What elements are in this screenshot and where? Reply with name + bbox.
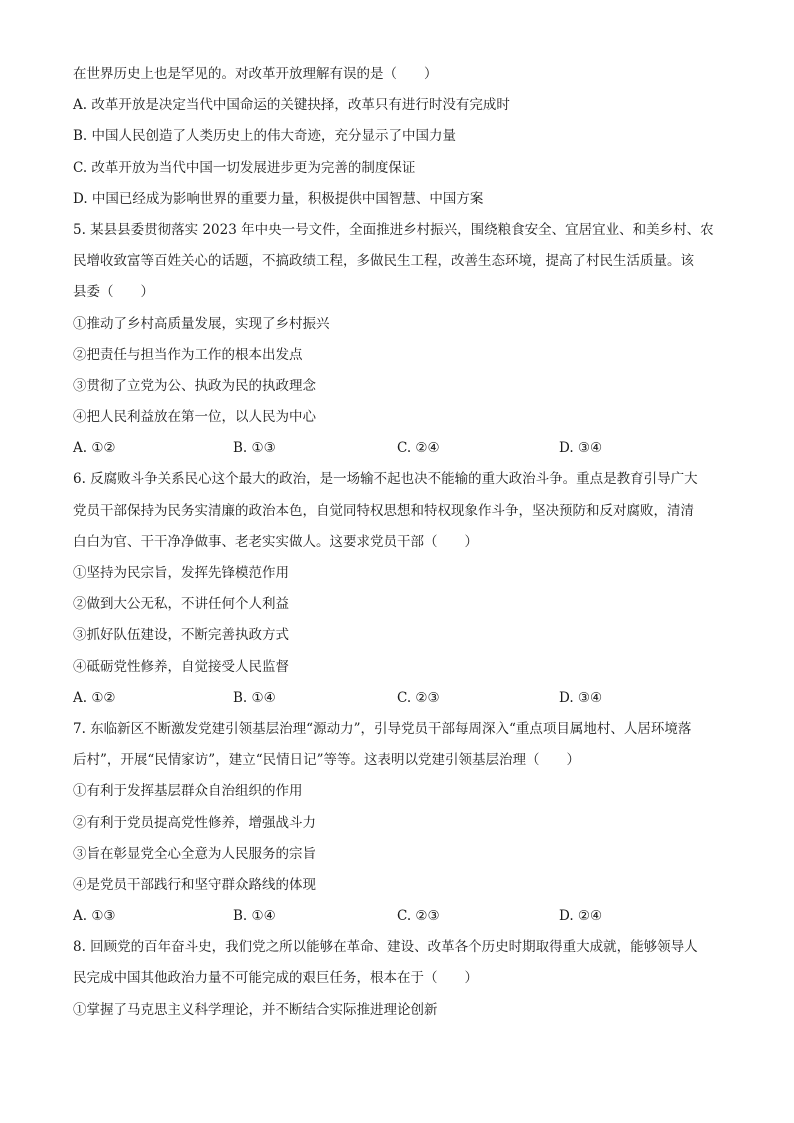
question-5-line-2: 民增收致富等百姓关心的话题，不搞政绩工程，多做民生工程，改善生态环境，提高了村民生活质量。该 [73,253,694,270]
q5-choice-d: D. ③④ [559,440,603,457]
question-6-line-1: 6. 反腐败斗争关系民心这个最大的政治，是一场输不起也决不能输的重大政治斗争。重点是教育引导广大 [73,471,698,488]
q6-choices [73,687,723,718]
question-8-line-2: 民完成中国其他政治力量不可能完成的艰巨任务，根本在于（ ） [73,970,478,987]
text-line: 在世界历史上也是罕见的。对改革开放理解有误的是（ ） [73,66,438,82]
q5-choice-c: C. ②④ [397,440,440,457]
option-c: C. 改革开放为当代中国一切发展进步更为完善的制度保证 [73,159,416,176]
q6-choice-a: A. ①② [73,689,116,706]
q6-statement-3: ③抓好队伍建设，不断完善执政方式 [73,627,289,644]
q6-choice-c: C. ②③ [397,689,440,706]
option-d: D. 中国已经成为影响世界的重要力量，积极提供中国智慧、中国方案 [73,190,484,207]
q7-statement-3: ③旨在彰显党全心全意为人民服务的宗旨 [73,845,316,862]
q5-choice-b: B. ①③ [233,440,276,457]
question-5-line-1: 5. 某县县委贯彻落实 2023 年中央一号文件，全面推进乡村振兴，围绕粮食安全、宜居宜业、和美乡村、农 [73,221,714,238]
q7-choices [73,905,723,936]
option-b: B. 中国人民创造了人类历史上的伟大奇迹，充分显示了中国力量 [73,128,457,145]
q7-statement-4: ④是党员干部践行和坚守群众路线的体现 [73,876,316,893]
q5-choices [73,437,723,468]
exam-page [73,63,723,1030]
q5-statement-1: ①推动了乡村高质量发展，实现了乡村振兴 [73,315,330,332]
q5-choice-a: A. ①② [73,440,116,457]
question-7-line-2: 后村”，开展“民情家访”，建立“民情日记”等等。这表明以党建引领基层治理（ ） [73,752,581,769]
q8-statement-1: ①掌握了马克思主义科学理论，并不断结合实际推进理论创新 [73,1001,438,1018]
question-6-line-3: 白白为官、干干净净做事、老老实实做人。这要求党员干部（ ） [73,533,478,550]
q7-choice-b: B. ①④ [233,908,276,925]
q5-statement-2: ②把责任与担当作为工作的根本出发点 [73,346,303,363]
question-6-line-2: 党员干部保持为民务实清廉的政治本色，自觉同特权思想和特权现象作斗争，坚决预防和反对腐败，清清 [73,502,694,519]
q7-statement-2: ②有利于党员提高党性修养，增强战斗力 [73,814,316,831]
q6-choice-b: B. ①④ [233,689,276,706]
question-7-line-1: 7. 东临新区不断激发党建引领基层治理“源动力”，引导党员干部每周深入“重点项目属地村、人居环境落 [73,720,692,737]
q7-choice-d: D. ②④ [559,908,603,925]
q5-statement-3: ③贯彻了立党为公、执政为民的执政理念 [73,377,316,394]
q7-statement-1: ①有利于发挥基层群众自治组织的作用 [73,783,303,800]
q6-statement-1: ①坚持为民宗旨，发挥先锋模范作用 [73,565,289,581]
option-a: A. 改革开放是决定当代中国命运的关键抉择，改革只有进行时没有完成时 [73,97,510,114]
q6-statement-4: ④砥砺党性修养，自觉接受人民监督 [73,658,289,675]
q5-statement-4: ④把人民利益放在第一位，以人民为中心 [73,409,316,426]
q7-choice-a: A. ①③ [73,908,116,925]
q6-choice-d: D. ③④ [559,689,603,706]
question-5-line-3: 县委（ ） [73,284,154,301]
question-8-line-1: 8. 回顾党的百年奋斗史，我们党之所以能够在革命、建设、改革各个历史时期取得重大成就，能够领导人 [73,939,698,956]
q7-choice-c: C. ②③ [397,908,440,925]
q6-statement-2: ②做到大公无私，不讲任何个人利益 [73,596,289,613]
